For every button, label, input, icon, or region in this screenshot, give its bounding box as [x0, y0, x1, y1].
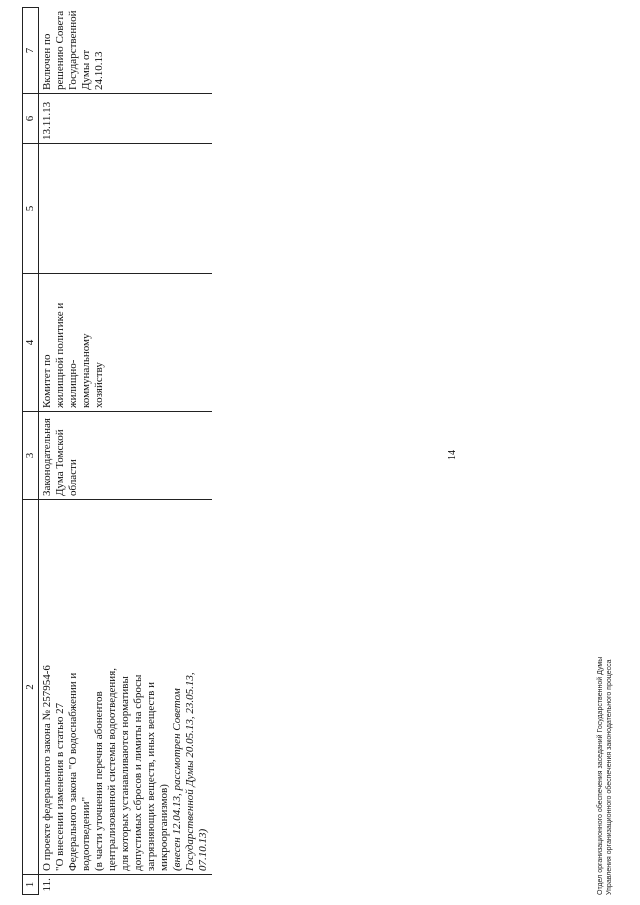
- initiator: [39, 412, 213, 500]
- decision-line: решению Совета: [54, 10, 66, 90]
- description-line: О проекте федерального закона № 257954-6: [41, 665, 53, 871]
- column-header-3: 3: [23, 412, 39, 500]
- description-line: "О внесении изменения в статью 27: [54, 702, 66, 871]
- committee-line: хозяйству: [93, 362, 105, 408]
- initiator-line: Законодательная: [41, 418, 53, 496]
- committee-line: жилищной политике и: [54, 302, 66, 408]
- description-line: централизованной системы водоотведения,: [106, 667, 118, 871]
- decision-note: [39, 7, 213, 93]
- decision-line: Включен по: [41, 33, 53, 90]
- decision-line: Думы от 24.10.13: [80, 49, 105, 90]
- description-line: водоотведении": [80, 796, 92, 871]
- footer-line: Отдел организационного обеспечения заседаний Государственной Думы: [597, 656, 604, 895]
- footer: [596, 657, 614, 895]
- description-line: Федерального закона "О водоснабжении и: [67, 672, 79, 871]
- description-line: загрязняющих веществ, иных веществ и: [145, 681, 157, 871]
- description-line: (в части уточнения перечня абонентов: [93, 691, 105, 871]
- column-5-cell: [39, 144, 213, 274]
- note-line: (внесен 12.04.13, рассмотрен Советом: [171, 688, 183, 871]
- bill-description: [39, 500, 213, 875]
- column-header-7: 7: [23, 7, 39, 93]
- committee-line: коммунальному: [80, 333, 92, 408]
- column-header-1: 1: [23, 875, 39, 895]
- column-header-5: 5: [23, 144, 39, 274]
- decision-line: Государственной: [67, 10, 79, 90]
- description-line: допустимых сбросов и лимиты на сбросы: [132, 674, 144, 871]
- responsible-committee: [39, 274, 213, 412]
- date-cell: 13.11.13: [39, 94, 213, 144]
- column-header-2: 2: [23, 500, 39, 875]
- initiator-line: области: [67, 459, 79, 496]
- note-line: 07.10.13): [197, 828, 209, 871]
- column-header-6: 6: [23, 94, 39, 144]
- column-header-4: 4: [23, 274, 39, 412]
- committee-line: жилищно-: [67, 359, 79, 408]
- footer-line: Управления организационного обеспечения законодательного процесса: [606, 659, 613, 895]
- description-line: микроорганизмов): [158, 784, 170, 871]
- row-number: 11.: [39, 875, 213, 895]
- note-line: Государственной Думы 20.05.13, 23.05.13,: [184, 672, 196, 871]
- agenda-table: [22, 7, 212, 895]
- description-line: для которых устанавливаются нормативы: [119, 676, 131, 871]
- column-number-header: [23, 7, 39, 894]
- initiator-line: Дума Томской: [54, 429, 66, 496]
- committee-line: Комитет по: [41, 354, 53, 408]
- table-row: [39, 7, 213, 894]
- page-number: 14: [447, 450, 458, 460]
